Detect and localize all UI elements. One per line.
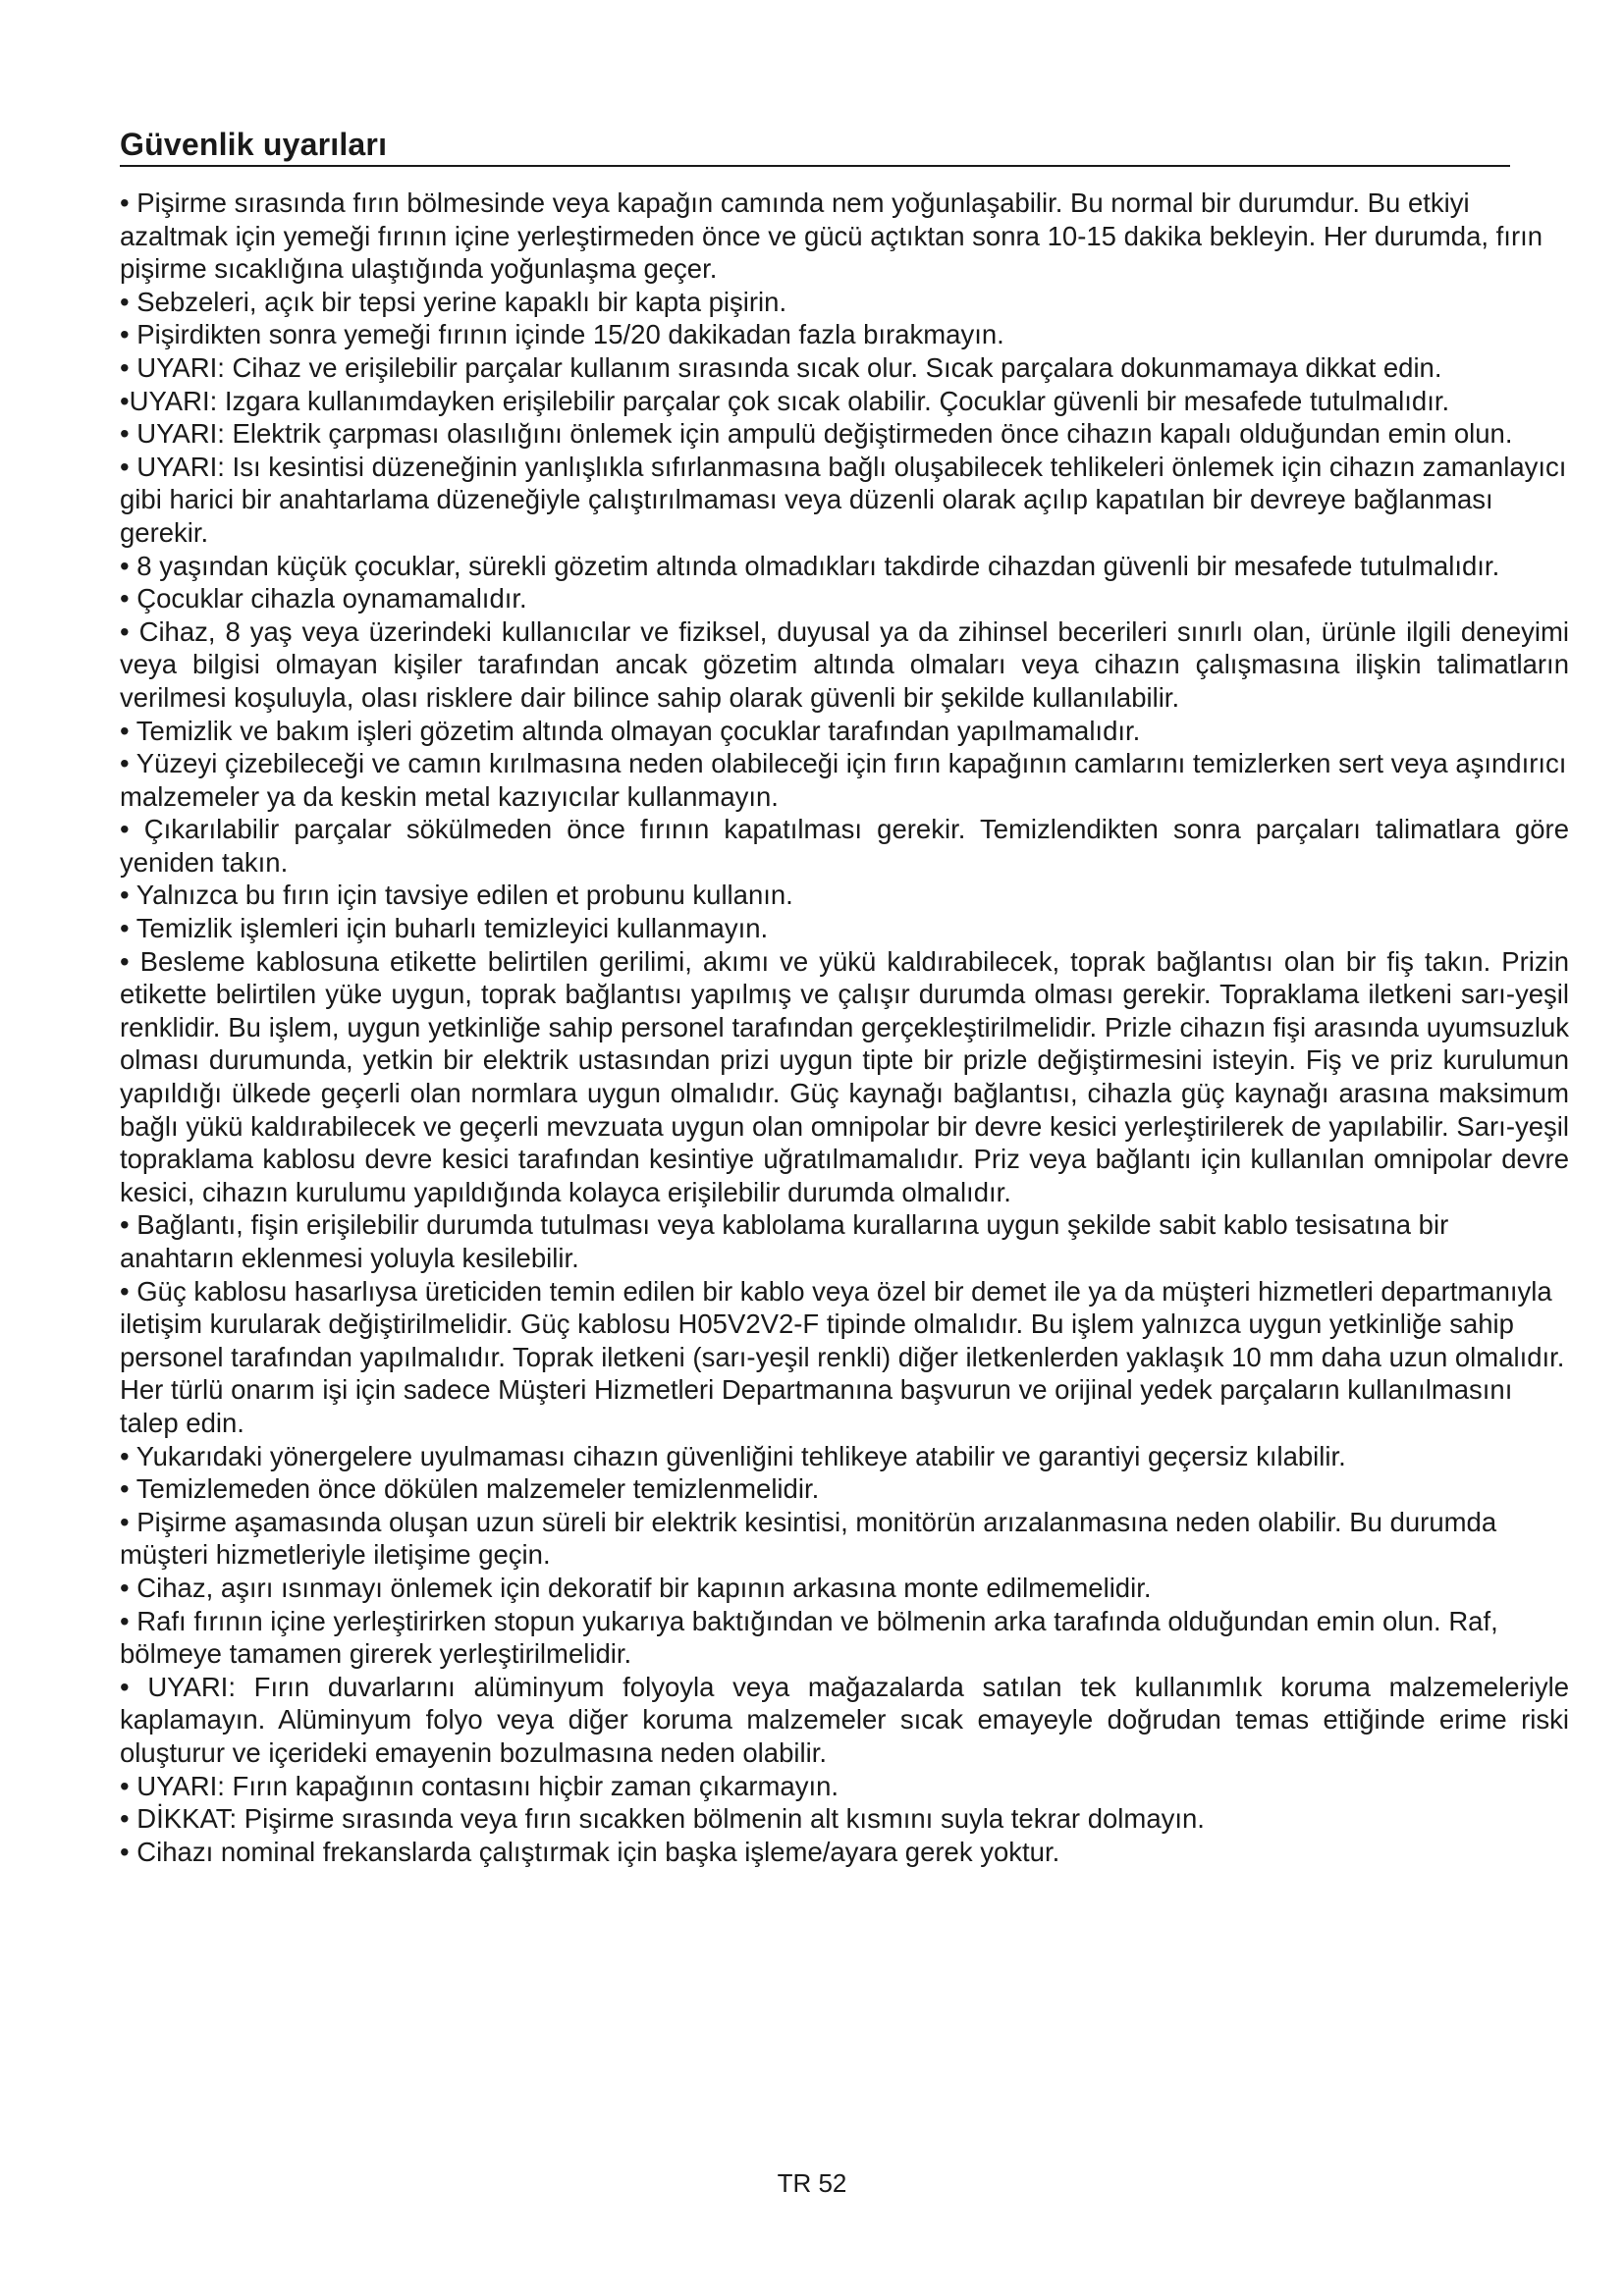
warning-item-condensation: • Pişirme sırasında fırın bölmesinde veya kapağın camında nem yoğunlaşabilir. Bu normal bir durumdur. Bu etkiyi azaltmak için yemeği fırının içine yerleştirmeden önce ve gücü açtıktan sonra 10-15 dakika bekleyin. Her durumda, fırın pişirme sıcaklığına ulaştığında yoğunlaşma geçer. bbox=[120, 187, 1543, 285]
warning-item-hot-parts: • UYARI: Cihaz ve erişilebilir parçalar kullanım sırasında sıcak olur. Sıcak parçalara dokunmamaya dikkat edin. bbox=[120, 351, 1442, 383]
warning-item-thermal-cutout: • UYARI: Isı kesintisi düzeneğinin yanlışlıkla sıfırlanmasına bağlı oluşabilecek tehlikeleri önlemek için cihazın zamanlayıcı gibi harici bir anahtarlama düzeneğiyle çalıştırılmaması veya düzenli olarak açılıp kapatılan bir devreye bağlanması gerekir. bbox=[120, 451, 1567, 548]
warning-item-supervision: • Cihaz, 8 yaş veya üzerindeki kullanıcılar ve fiziksel, duyusal ya da zihinsel becerileri sınırlı olan, ürünle ilgili deneyimi veya bilgisi olmayan kişiler tarafından ancak gözetim altında olmaları veya cihazın çalışmasına ilişkin talimatların verilmesi koşuluyla, olası risklere dair bilince sahip olarak güvenli bir şekilde kullanılabilir. bbox=[120, 615, 1569, 713]
warning-item-nominal-frequency: • Cihazı nominal frekanslarda çalıştırmak için başka işleme/ayara gerek yoktur. bbox=[120, 1836, 1060, 1867]
section-title: Güvenlik uyarıları bbox=[120, 127, 388, 162]
warning-item-grill: •UYARI: Izgara kullanımdayken erişilebilir parçalar çok sıcak olabilir. Çocuklar güvenli bir mesafede tutulmalıdır. bbox=[120, 385, 1450, 416]
warning-item-leftover-food: • Pişirdikten sonra yemeği fırının içinde 15/20 dakikadan fazla bırakmayın. bbox=[120, 319, 1004, 350]
warning-item-power-plug: • Besleme kablosuna etikette belirtilen gerilimi, akımı ve yükü kaldırabilecek, toprak bağlantısı olan bir fiş takın. Prizin etikette belirtilen yüke uygun, toprak bağlantısı yapılmış ve çalışır durumda olması gerekir. Topraklama iletkeni sarı-yeşil renklidir. Bu işlem, uygun yetkinliğe sahip personel tarafından gerçekleştirilmelidir. Prizle cihazın fişi arasında uyumsuzluk olması durumunda, yetkin bir elektrik ustasından prizi uygun tipte bir prizle değiştirmesini isteyin. Fiş ve priz kurulumun yapıldığı ülkede geçerli olan normlara uygun olmalıdır. Güç kaynağı bağlantısı, cihazla güç kaynağı arasına maksimum bağlı yükü kaldırabilecek ve geçerli mevzuata uygun olan omnipolar bir devre kesici yerleştirilerek de yapılabilir. Sarı-yeşil topraklama kablosu devre kesici tarafından kesintiye uğratılmamalıdır. Priz veya bağlantı için kullanılan omnipolar devre kesici, cihazın kurulumu yapıldığında kolayca erişilebilir durumda olmalıdır. bbox=[120, 945, 1569, 1207]
warning-item-decorative-door: • Cihaz, aşırı ısınmayı önlemek için dekoratif bir kapının arkasına monte edilmemelidir. bbox=[120, 1572, 1152, 1603]
safety-warnings-list bbox=[120, 187, 1569, 1868]
warning-item-vegetables: • Sebzeleri, açık bir tepsi yerine kapaklı bir kapta pişirin. bbox=[120, 286, 787, 317]
warning-item-power-cable: • Güç kablosu hasarlıysa üreticiden temin edilen bir kablo veya özel bir demet ile ya da müşteri hizmetleri departmanıyla iletişim kurularak değiştirilmelidir. Güç kablosu H05V2V2-F tipinde olmalıdır. Bu işlem yalnızca uygun yetkinliğe sahip personel tarafından yapılmalıdır. Toprak iletkeni (sarı-yeşil renkli) diğer iletkenlerden yaklaşık 10 mm daha uzun olmalıdır. Her türlü onarım işi için sadece Müşteri Hizmetleri Departmanına başvurun ve orijinal yedek parçaların kullanılmasını talep edin. bbox=[120, 1275, 1565, 1438]
warning-item-spills: • Temizlemeden önce dökülen malzemeler temizlenmelidir. bbox=[120, 1473, 820, 1505]
section-header bbox=[120, 126, 1510, 167]
warning-item-young-children: • 8 yaşından küçük çocuklar, sürekli gözetim altında olmadıkları takdirde cihazdan güvenli bir mesafede tutulmalıdır. bbox=[120, 550, 1500, 581]
warning-item-door-seal: • UYARI: Fırın kapağının contasını hiçbir zaman çıkarmayın. bbox=[120, 1770, 839, 1801]
page-number: TR 52 bbox=[777, 2168, 847, 2198]
warning-item-door-glass: • Yüzeyi çizebileceği ve camın kırılmasına neden olabileceği için fırın kapağının camlarını temizlerken sert veya aşındırıcı malzemeler ya da keskin metal kazıyıcılar kullanmayın. bbox=[120, 748, 1567, 812]
warning-item-power-outage: • Pişirme aşamasında oluşan uzun süreli bir elektrik kesintisi, monitörün arızalanmasına neden olabilir. Bu durumda müşteri hizmetleriyle iletişime geçin. bbox=[120, 1506, 1497, 1571]
warning-item-children-play: • Çocuklar cihazla oynamamalıdır. bbox=[120, 583, 527, 614]
warning-item-guidelines: • Yukarıdaki yönergelere uyulmaması cihazın güvenliğini tehlikeye atabilir ve garantiyi geçersiz kılabilir. bbox=[120, 1440, 1346, 1471]
warning-item-shelf: • Rafı fırının içine yerleştirirken stopun yukarıya baktığından ve bölmenin arka tarafında olduğundan emin olun. Raf, bölmeye tamamen girerek yerleştirilmelidir. bbox=[120, 1605, 1498, 1670]
warning-item-lamp: • UYARI: Elektrik çarpması olasılığını önlemek için ampulü değiştirmeden önce cihazın kapalı olduğundan emin olun. bbox=[120, 418, 1513, 450]
warning-item-cleaning-children: • Temizlik ve bakım işleri gözetim altında olmayan çocuklar tarafından yapılmamalıdır. bbox=[120, 715, 1141, 746]
warning-item-disconnection: • Bağlantı, fişin erişilebilir durumda tutulması veya kablolama kurallarına uygun şekilde sabit kablo tesisatına bir anahtarın eklenmesi yoluyla kesilebilir. bbox=[120, 1209, 1449, 1273]
warning-item-aluminium-foil: • UYARI: Fırın duvarlarını alüminyum folyoyla veya mağazalarda satılan tek kullanımlık koruma malzemeleriyle kaplamayın. Alüminyum folyo veya diğer koruma malzemeler sıcak emayeyle doğrudan temas ettiğinde erime riski oluşturur ve içerideki emayenin bozulmasına neden olabilir. bbox=[120, 1671, 1569, 1768]
warning-item-steam-cleaner: • Temizlik işlemleri için buharlı temizleyici kullanmayın. bbox=[120, 913, 769, 944]
warning-item-water-refill: • DİKKAT: Pişirme sırasında veya fırın sıcakken bölmenin alt kısmını suyla tekrar dolmayın. bbox=[120, 1803, 1205, 1835]
warning-item-removable-parts: • Çıkarılabilir parçalar sökülmeden önce fırının kapatılması gerekir. Temizlendikten sonra parçaları talimatlara göre yeniden takın. bbox=[120, 814, 1569, 878]
warning-item-meat-probe: • Yalnızca bu fırın için tavsiye edilen et probunu kullanın. bbox=[120, 880, 793, 911]
